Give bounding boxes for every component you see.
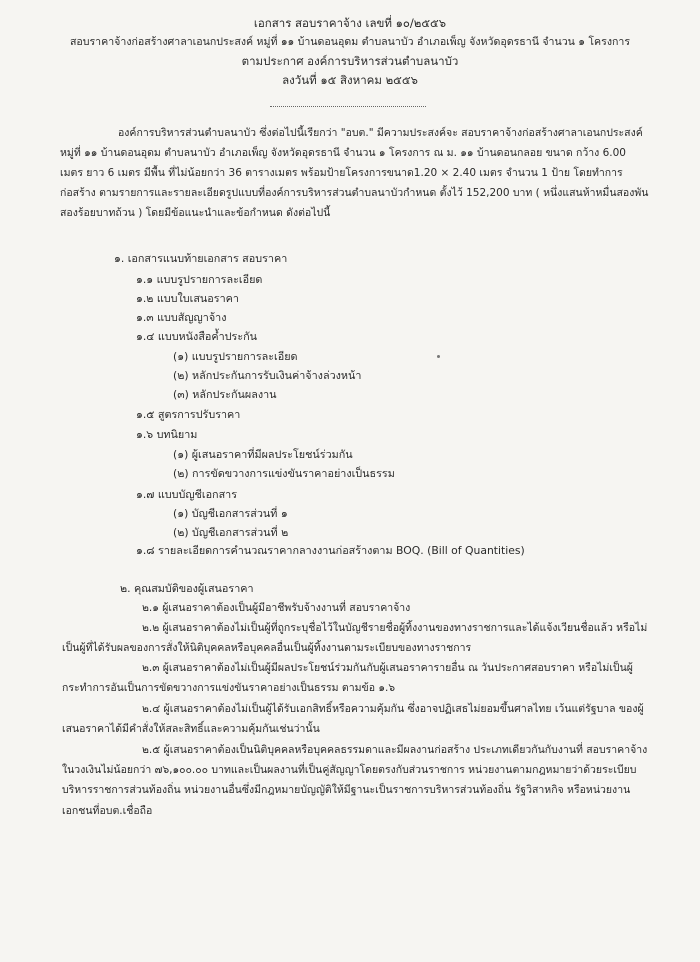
list-item: ๑.๗ แบบบัญชีเอกสาร: [136, 488, 238, 501]
list-item: ๑.๔ แบบหนังสือค้ำประกัน: [136, 330, 258, 343]
clause-text: ๒.๒ ผู้เสนอราคาต้องไม่เป็นผู้ที่ถูกระบุชื่อไว้ในบัญชีรายชื่อผู้ทิ้งงานของทางราชการและได้แจ้งเวียนชื่อแล้ว หรือไม่เป็นผู้ที่ได้รับผลของการสั่งให้นิติบุคคลหรือบุคคลอื่นเป็นผู้ทิ้งงานตามระเบียบของทางราชการ: [62, 622, 648, 655]
list-item: ๑.๕ สูตรการปรับราคา: [136, 408, 241, 421]
clause-2-2: [62, 618, 657, 658]
project-title: สอบราคาจ้างก่อสร้างศาลาเอนกประสงค์ หมู่ที่ ๑๑ บ้านดอนอุดม ตำบลนาบัว อำเภอเพ็ญ จังหวัดอุดรธานี จำนวน ๑ โครงการ: [69, 36, 631, 48]
list-item: ๑.๒ แบบใบเสนอราคา: [136, 292, 239, 305]
announcement-date: ลงวันที่ ๑๕ สิงหาคม ๒๕๕๖: [282, 73, 418, 87]
section-2-title: ๒. คุณสมบัติของผู้เสนอราคา: [120, 582, 254, 595]
document-header: [0, 14, 700, 90]
list-item: ๑.๘ รายละเอียดการคำนวณราคากลางงานก่อสร้างตาม BOQ. (Bill of Quantities): [136, 544, 525, 557]
list-item: ๑.๖ บทนิยาม: [136, 428, 198, 441]
announcement-line: ตามประกาศ องค์การบริหารส่วนตำบลนาบัว: [241, 54, 459, 68]
clause-2-1: [62, 598, 657, 618]
list-subitem: (๑) แบบรูปรายการละเอียด: [173, 350, 298, 363]
list-subitem: (๑) บัญชีเอกสารส่วนที่ ๑: [173, 507, 288, 520]
intro-paragraph: [60, 123, 650, 223]
clause-text: ๒.๕ ผู้เสนอราคาต้องเป็นนิติบุคคลหรือบุคคลธรรมดาและมีผลงานก่อสร้าง ประเภทเดียวกันกับงานที่ สอบราคาจ้าง ในวงเงินไม่น้อยกว่า ๗๖,๑๐๐.๐๐ บาทและเป็นผลงานที่เป็นคู่สัญญาโดยตรงกับส่วนราชการ หน่วยงานตามกฎหมายว่าด้วยระเบียบบริหารราชการส่วนท้องถิ่น หน่วยงานอื่นซึ่งมีกฎหมายบัญญัติให้มีฐานะเป็นราชการบริหารส่วนท้องถิ่น รัฐวิสาหกิจ หรือหน่วยงานเอกชนที่อบต.เชื่อถือ: [62, 744, 648, 817]
section-1-title: ๑. เอกสารแนบท้ายเอกสาร สอบราคา: [114, 252, 288, 265]
clause-2-5: [62, 740, 657, 821]
list-subitem: (๒) หลักประกันการรับเงินค่าจ้างล่วงหน้า: [173, 369, 362, 382]
list-subitem: (๒) การขัดขวางการแข่งขันราคาอย่างเป็นธรรม: [173, 467, 395, 480]
clause-text: ๒.๓ ผู้เสนอราคาต้องไม่เป็นผู้มีผลประโยชน์ร่วมกันกับผู้เสนอราคารายอื่น ณ วันประกาศสอบราคา หรือไม่เป็นผู้กระทำการอันเป็นการขัดขวางการแข่งขันราคาอย่างเป็นธรรม ตามข้อ ๑.๖: [62, 662, 633, 695]
list-subitem: (๓) หลักประกันผลงาน: [173, 388, 277, 401]
list-subitem: (๑) ผู้เสนอราคาที่มีผลประโยชน์ร่วมกัน: [173, 448, 353, 461]
header-divider: [270, 94, 426, 107]
intro-text: องค์การบริหารส่วนตำบลนาบัว ซึ่งต่อไปนี้เรียกว่า "อบต." มีความประสงค์จะ สอบราคาจ้างก่อสร้างศาลาเอนกประสงค์ หมู่ที่ ๑๑ บ้านดอนอุดม ตำบลนาบัว อำเภอเพ็ญ จังหวัดอุดรธานี จำนวน ๑ โครงการ ณ ม. ๑๑ บ้านดอนกลอย ขนาด กว้าง 6.00 เมตร ยาว 6 เมตร มีพื้น ที่ไม่น้อยกว่า 36 ตารางเมตร พร้อมป้ายโครงการขนาด1.20 × 2.40 เมตร จำนวน 1 ป้าย โดยทำการก่อสร้าง ตามรายการและรายละเอียดรูปแบบที่องค์การบริหารส่วนตำบลนาบัวกำหนด ตั้งไว้ 152,200 บาท ( หนึ่งแสนห้าหมื่นสองพันสองร้อยบาทถ้วน ) โดยมีข้อแนะนำและข้อกำหนด ดังต่อไปนี้: [60, 127, 649, 219]
scan-speck: [437, 355, 440, 358]
list-item: ๑.๑ แบบรูปรายการละเอียด: [136, 273, 263, 286]
clause-text: ๒.๑ ผู้เสนอราคาต้องเป็นผู้มีอาชีพรับจ้างงานที่ สอบราคาจ้าง: [142, 602, 411, 614]
document-number: เอกสาร สอบราคาจ้าง เลขที่ ๑๐/๒๕๕๖: [253, 16, 447, 30]
clause-text: ๒.๔ ผู้เสนอราคาต้องไม่เป็นผู้ได้รับเอกสิทธิ์หรือความคุ้มกัน ซึ่งอาจปฏิเสธไม่ยอมขึ้นศาลไทย เว้นแต่รัฐบาล ของผู้เสนอราคาได้มีคำสั่งให้สละสิทธิ์และความคุ้มกันเช่นว่านั้น: [62, 703, 644, 736]
clause-2-4: [62, 699, 657, 739]
list-item: ๑.๓ แบบสัญญาจ้าง: [136, 311, 227, 324]
list-subitem: (๒) บัญชีเอกสารส่วนที่ ๒: [173, 526, 289, 539]
clause-2-3: [62, 658, 657, 698]
